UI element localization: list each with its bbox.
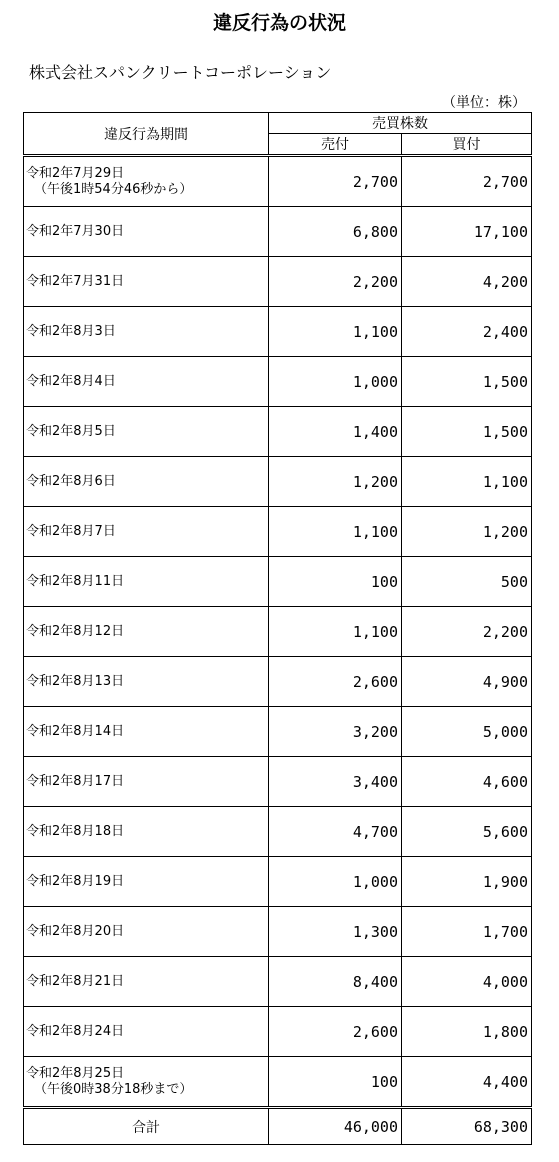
period-date: 令和2年8月14日 bbox=[26, 723, 125, 739]
period-cell bbox=[24, 957, 269, 1007]
buy-volume-cell: 2,700 bbox=[402, 156, 532, 207]
table-row bbox=[24, 357, 532, 407]
period-cell bbox=[24, 307, 269, 357]
table-row bbox=[24, 557, 532, 607]
period-date: 令和2年8月24日 bbox=[26, 1023, 125, 1039]
buy-volume-cell: 4,600 bbox=[402, 757, 532, 807]
sell-volume-cell: 8,400 bbox=[269, 957, 402, 1007]
period-cell bbox=[24, 257, 269, 307]
table-row bbox=[24, 657, 532, 707]
period-date: 令和2年7月30日 bbox=[26, 223, 125, 239]
buy-volume-cell: 2,200 bbox=[402, 607, 532, 657]
buy-volume-cell: 1,500 bbox=[402, 407, 532, 457]
buy-volume-cell: 4,200 bbox=[402, 257, 532, 307]
buy-volume-cell: 4,400 bbox=[402, 1057, 532, 1108]
period-date: 令和2年8月20日 bbox=[26, 923, 125, 939]
table-row bbox=[24, 407, 532, 457]
sell-volume-cell: 2,700 bbox=[269, 156, 402, 207]
period-cell bbox=[24, 907, 269, 957]
header-buy: 買付 bbox=[402, 134, 532, 156]
total-sell: 46,000 bbox=[269, 1108, 402, 1145]
buy-volume-cell: 1,200 bbox=[402, 507, 532, 557]
period-cell bbox=[24, 807, 269, 857]
total-row bbox=[24, 1108, 532, 1145]
buy-volume-cell: 1,800 bbox=[402, 1007, 532, 1057]
table-row bbox=[24, 207, 532, 257]
company-name: 株式会社スパンクリートコーポレーション bbox=[29, 63, 332, 82]
sell-volume-cell: 100 bbox=[269, 1057, 402, 1108]
buy-volume-cell: 1,100 bbox=[402, 457, 532, 507]
buy-volume-cell: 5,000 bbox=[402, 707, 532, 757]
sell-volume-cell: 3,400 bbox=[269, 757, 402, 807]
total-label: 合計 bbox=[24, 1108, 269, 1145]
table-row bbox=[24, 156, 532, 207]
sell-volume-cell: 1,300 bbox=[269, 907, 402, 957]
sell-volume-cell: 3,200 bbox=[269, 707, 402, 757]
period-cell bbox=[24, 156, 269, 207]
period-date: 令和2年8月5日 bbox=[26, 423, 116, 439]
sell-volume-cell: 1,100 bbox=[269, 607, 402, 657]
period-cell bbox=[24, 757, 269, 807]
buy-volume-cell: 1,500 bbox=[402, 357, 532, 407]
table-row bbox=[24, 507, 532, 557]
period-date: 令和2年7月31日 bbox=[26, 273, 125, 289]
table-row bbox=[24, 1007, 532, 1057]
period-cell bbox=[24, 357, 269, 407]
period-date: 令和2年8月3日 bbox=[26, 323, 116, 339]
period-date: 令和2年8月6日 bbox=[26, 473, 116, 489]
sell-volume-cell: 1,000 bbox=[269, 857, 402, 907]
buy-volume-cell: 5,600 bbox=[402, 807, 532, 857]
table-row bbox=[24, 707, 532, 757]
period-date: 令和2年8月4日 bbox=[26, 373, 116, 389]
period-cell bbox=[24, 557, 269, 607]
header-sell: 売付 bbox=[269, 134, 402, 156]
header-volume: 売買株数 bbox=[269, 113, 532, 134]
table-row bbox=[24, 807, 532, 857]
period-date: 令和2年8月11日 bbox=[26, 573, 125, 589]
sell-volume-cell: 100 bbox=[269, 557, 402, 607]
buy-volume-cell: 500 bbox=[402, 557, 532, 607]
sell-volume-cell: 1,100 bbox=[269, 307, 402, 357]
buy-volume-cell: 2,400 bbox=[402, 307, 532, 357]
sell-volume-cell: 1,100 bbox=[269, 507, 402, 557]
buy-volume-cell: 17,100 bbox=[402, 207, 532, 257]
total-buy: 68,300 bbox=[402, 1108, 532, 1145]
period-date: 令和2年8月19日 bbox=[26, 873, 125, 889]
unit-label: （単位：株） bbox=[442, 95, 526, 111]
table-row bbox=[24, 857, 532, 907]
period-cell bbox=[24, 207, 269, 257]
sell-volume-cell: 6,800 bbox=[269, 207, 402, 257]
period-cell bbox=[24, 457, 269, 507]
period-cell bbox=[24, 707, 269, 757]
sell-volume-cell: 2,200 bbox=[269, 257, 402, 307]
period-date: 令和2年8月13日 bbox=[26, 673, 125, 689]
period-date: 令和2年8月12日 bbox=[26, 623, 125, 639]
period-cell bbox=[24, 657, 269, 707]
period-cell bbox=[24, 407, 269, 457]
period-date: 令和2年8月18日 bbox=[26, 823, 125, 839]
sell-volume-cell: 4,700 bbox=[269, 807, 402, 857]
table-row bbox=[24, 307, 532, 357]
violation-table bbox=[23, 112, 532, 1145]
table-body bbox=[24, 156, 532, 1145]
header-period: 違反行為期間 bbox=[24, 113, 269, 156]
sell-volume-cell: 1,400 bbox=[269, 407, 402, 457]
period-date: 令和2年8月7日 bbox=[26, 523, 116, 539]
buy-volume-cell: 4,900 bbox=[402, 657, 532, 707]
period-cell bbox=[24, 1057, 269, 1108]
table-row bbox=[24, 257, 532, 307]
table-row bbox=[24, 957, 532, 1007]
period-cell bbox=[24, 607, 269, 657]
page-title: 違反行為の状況 bbox=[212, 12, 346, 34]
period-date: 令和2年8月25日 bbox=[26, 1065, 125, 1081]
period-date: 令和2年8月17日 bbox=[26, 773, 125, 789]
sell-volume-cell: 2,600 bbox=[269, 657, 402, 707]
buy-volume-cell: 4,000 bbox=[402, 957, 532, 1007]
buy-volume-cell: 1,700 bbox=[402, 907, 532, 957]
period-date: 令和2年8月21日 bbox=[26, 973, 125, 989]
sell-volume-cell: 1,200 bbox=[269, 457, 402, 507]
sell-volume-cell: 1,000 bbox=[269, 357, 402, 407]
table-row bbox=[24, 607, 532, 657]
table-row bbox=[24, 1057, 532, 1108]
period-cell bbox=[24, 857, 269, 907]
period-date: 令和2年7月29日 bbox=[26, 165, 125, 181]
period-time-note: （午後0時38分18秒まで） bbox=[34, 1081, 193, 1097]
table-row bbox=[24, 907, 532, 957]
period-cell bbox=[24, 507, 269, 557]
period-cell bbox=[24, 1007, 269, 1057]
table-row bbox=[24, 757, 532, 807]
buy-volume-cell: 1,900 bbox=[402, 857, 532, 907]
table-row bbox=[24, 457, 532, 507]
sell-volume-cell: 2,600 bbox=[269, 1007, 402, 1057]
period-time-note: （午後1時54分46秒から） bbox=[34, 181, 193, 197]
